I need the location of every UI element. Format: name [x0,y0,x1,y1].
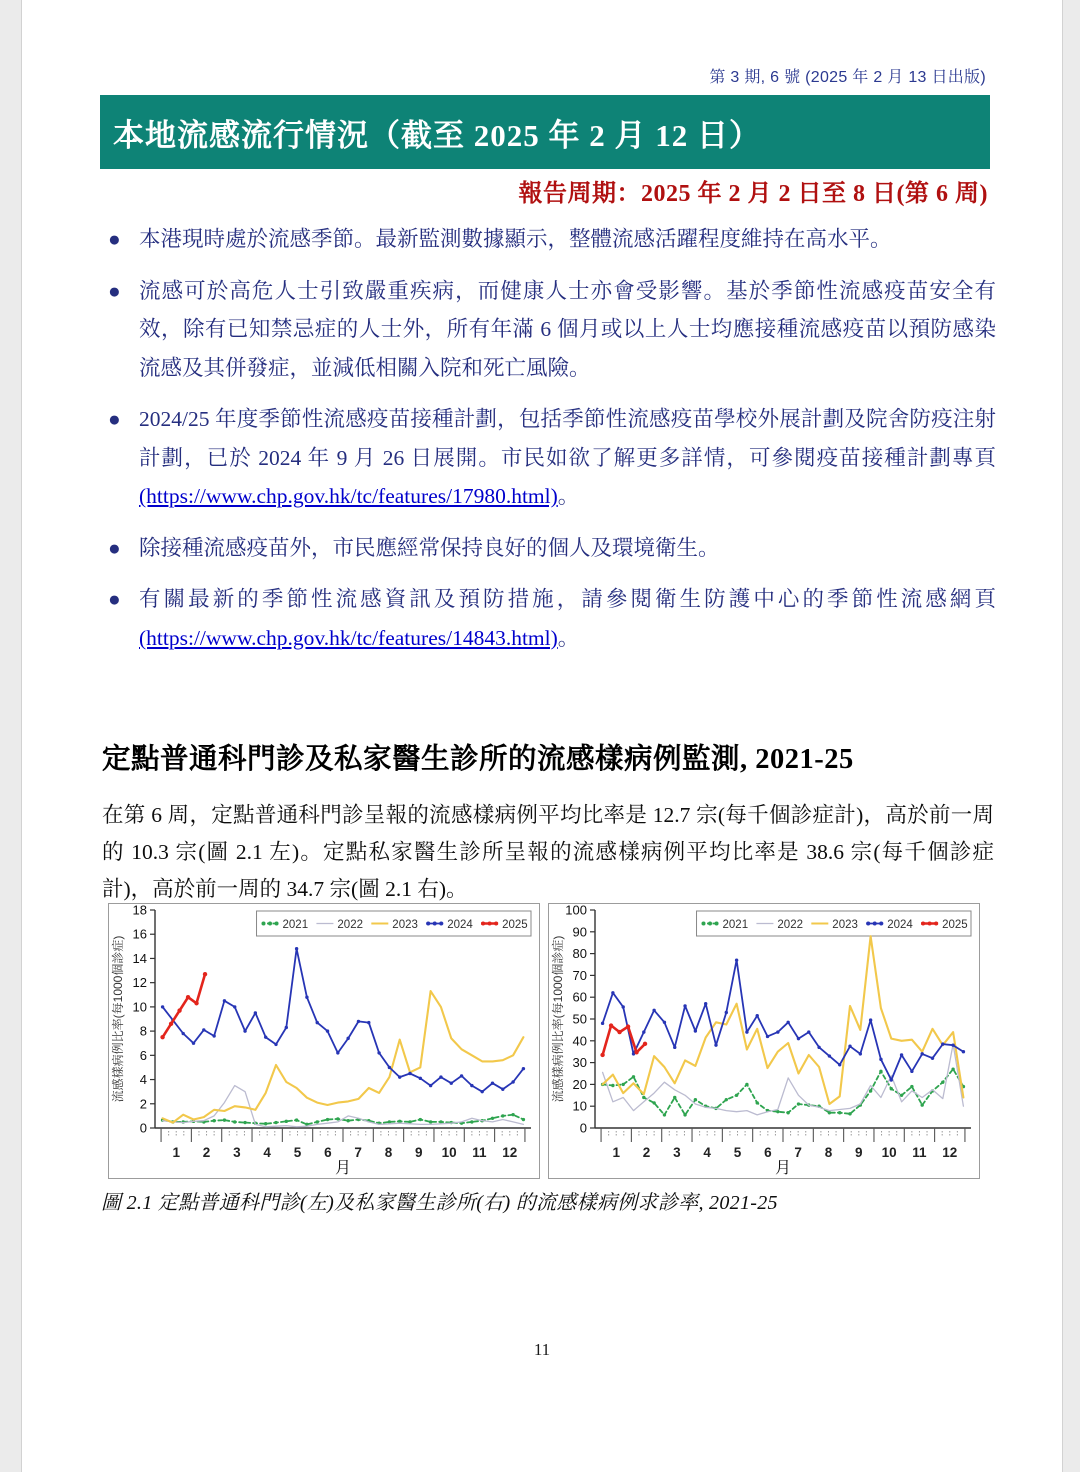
bullet-item [102,400,996,516]
svg-text:1: 1 [612,1145,620,1160]
svg-text:50: 50 [572,1011,587,1027]
svg-text:4: 4 [703,1145,711,1160]
report-period: 報告周期：2025 年 2 月 2 日至 8 日(第 6 周) [518,181,988,207]
gopc-ili-chart [108,903,540,1179]
bullet-item [102,580,996,657]
svg-text:2021: 2021 [722,919,749,931]
svg-text:2: 2 [139,1096,147,1112]
svg-text:8: 8 [824,1145,833,1160]
bullet-text: 2024/25 年度季節性流感疫苗接種計劃，包括季節性流感疫苗學校外展計劃及院舍防疫注射計劃，已於 2024 年 9 月 26 日展開。市民如欲了解更多詳情，可參閱疫苗接種計劃專頁 [139,407,996,470]
bullet-item [102,529,996,568]
document-page [21,0,1063,1472]
svg-text:2022: 2022 [337,919,364,931]
bullet-dot-icon: ● [108,227,121,251]
svg-text:9: 9 [855,1145,863,1160]
svg-text:12: 12 [502,1145,518,1160]
svg-text:90: 90 [572,924,587,940]
svg-text:1: 1 [172,1145,180,1160]
svg-text:5: 5 [733,1145,742,1160]
svg-text:0: 0 [579,1120,587,1136]
svg-text:20: 20 [572,1076,587,1092]
svg-text:11: 11 [472,1145,487,1160]
bullet-dot-icon: ● [108,407,121,431]
svg-text:2024: 2024 [887,919,913,931]
bullet-text: 。 [557,484,580,508]
svg-text:7: 7 [354,1145,362,1160]
svg-text:11: 11 [912,1145,927,1160]
page-number: 11 [533,1340,551,1359]
svg-text:0: 0 [139,1120,147,1136]
bullet-item [102,220,996,259]
svg-text:2023: 2023 [832,919,858,931]
svg-text:8: 8 [384,1145,393,1160]
svg-text:2025: 2025 [942,919,968,931]
svg-text:6: 6 [139,1047,147,1063]
bullet-text: 本港現時處於流感季節。最新監測數據顯示，整體流感活躍程度維持在高水平。 [139,227,892,251]
section-paragraph: 在第 6 周，定點普通科門診呈報的流感樣病例平均比率是 12.7 宗(每千個診症計)，高於前一周的 10.3 宗(圖 2.1 左)。定點私家醫生診所呈報的流感樣病例平均比率是 38.6 宗(每千個診症計)，高於前一周的 34.7 宗(圖 2.1 右)。 [102,803,994,901]
svg-text:10: 10 [441,1145,457,1160]
bullet-item [102,272,996,388]
figure-2-1 [108,903,980,1179]
svg-text:14: 14 [132,950,147,966]
svg-text:30: 30 [572,1055,587,1071]
private-doctor-ili-chart [548,903,980,1179]
svg-text:4: 4 [263,1145,271,1160]
svg-text:2: 2 [642,1145,651,1160]
svg-text:2021: 2021 [282,919,309,931]
private-doctor-ili-rate-svg [549,904,979,1178]
issue-header: 第 3 期, 6 號 (2025 年 2 月 13 日出版) [709,69,986,86]
svg-text:60: 60 [572,989,587,1005]
gopc-ili-rate-svg [109,904,539,1178]
seasonal-flu-page-link[interactable]: (https://www.chp.gov.hk/tc/features/14843.html) [139,625,558,650]
svg-text:100: 100 [565,904,587,918]
bullet-text: 除接種流感疫苗外，市民應經常保持良好的個人及環境衛生。 [139,535,720,560]
section-heading: 定點普通科門診及私家醫生診所的流感樣病例監測, 2021-25 [102,744,854,775]
svg-text:10: 10 [881,1145,897,1160]
bullet-dot-icon: ● [108,535,121,560]
banner-title: 本地流感流行情況（截至 2025 年 2 月 12 日） [113,117,761,153]
svg-text:5: 5 [293,1145,302,1160]
figure-caption: 圖 2.1 定點普通科門診(左)及私家醫生診所(右) 的流感樣病例求診率, 2021-25 [101,1192,778,1214]
vaccination-programme-link[interactable]: (https://www.chp.gov.hk/tc/features/17980.html) [139,484,558,508]
svg-text:16: 16 [132,926,147,942]
svg-text:12: 12 [132,975,147,991]
svg-text:7: 7 [794,1145,802,1160]
section-banner [100,95,990,169]
svg-text:2: 2 [202,1145,211,1160]
svg-text:40: 40 [572,1033,587,1049]
svg-text:10: 10 [572,1098,587,1114]
svg-text:3: 3 [673,1145,681,1160]
svg-text:月: 月 [334,1160,352,1177]
bullet-text: 有關最新的季節性流感資訊及預防措施，請參閱衛生防護中心的季節性流感網頁 [139,587,996,611]
svg-text:6: 6 [764,1145,772,1160]
svg-text:12: 12 [942,1145,958,1160]
svg-text:月: 月 [774,1160,792,1177]
bullet-text: 。 [557,625,580,650]
svg-text:4: 4 [139,1072,147,1088]
svg-text:2022: 2022 [777,919,804,931]
bullet-dot-icon: ● [108,278,121,303]
svg-text:流感樣病例比率(每1000個診症): 流感樣病例比率(每1000個診症) [551,935,565,1103]
svg-text:10: 10 [132,999,147,1015]
bullet-dot-icon: ● [108,587,121,611]
svg-text:80: 80 [572,946,587,962]
bullet-text: 流感可於高危人士引致嚴重疾病，而健康人士亦會受影響。基於季節性流感疫苗安全有效，除有已知禁忌症的人士外，所有年滿 6 個月或以上人士均應接種流感疫苗以預防感染流感及其併發症，並減低相關入院和死亡風險。 [139,278,996,380]
svg-text:6: 6 [324,1145,332,1160]
svg-text:9: 9 [415,1145,423,1160]
svg-text:3: 3 [233,1145,241,1160]
svg-text:流感樣病例比率(每1000個診症): 流感樣病例比率(每1000個診症) [111,935,125,1103]
svg-text:2024: 2024 [447,919,473,931]
svg-text:2025: 2025 [502,919,528,931]
svg-text:18: 18 [132,904,147,918]
svg-text:2023: 2023 [392,919,418,931]
svg-text:8: 8 [139,1023,147,1039]
bullet-list [102,220,996,670]
svg-text:70: 70 [572,967,587,983]
